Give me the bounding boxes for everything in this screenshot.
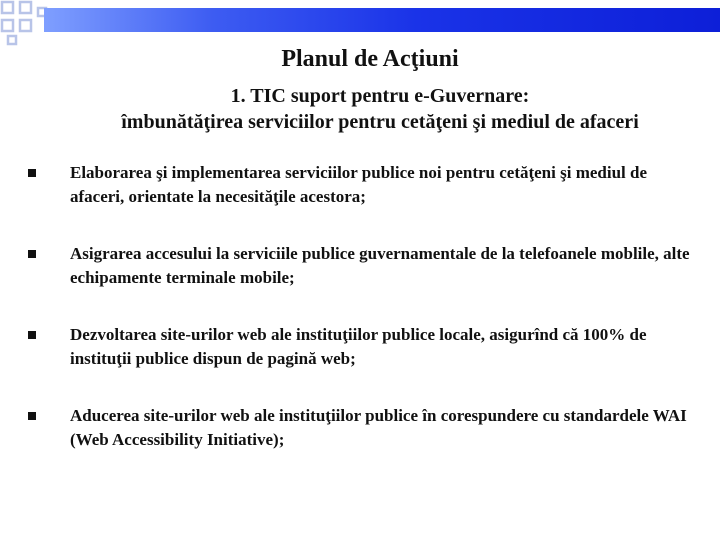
- subtitle-line-1: 1. TIC suport pentru e-Guvernare:: [230, 85, 530, 107]
- square-bullet-icon: [28, 169, 36, 177]
- list-item: [28, 161, 698, 209]
- list-item: [28, 323, 698, 371]
- title-bar: [44, 8, 720, 32]
- bullet-text: Dezvoltarea site-urilor web ale instituţiilor publice locale, asigurînd că 100% de instituţii publice dispun de pagină web;: [70, 325, 647, 368]
- bullet-list: [28, 161, 698, 485]
- bullet-text: Elaborarea şi implementarea serviciilor publice noi pentru cetăţeni şi mediul de afaceri, orientate la necesităţile acestora;: [70, 163, 648, 206]
- subtitle: [40, 83, 720, 135]
- square-bullet-icon: [28, 331, 36, 339]
- square-bullet-icon: [28, 250, 36, 258]
- bullet-text: Aducerea site-urilor web ale instituţiilor publice în corespundere cu standardele WAI (Web Accessibility Initiative);: [70, 406, 687, 449]
- bullet-text: Asigrarea accesului la serviciile publice guvernamentale de la telefoanele moblile, alte echipamente terminale mobile;: [70, 244, 690, 287]
- page-title: Planul de Acţiuni: [281, 46, 459, 72]
- square-bullet-icon: [28, 412, 36, 420]
- list-item: [28, 404, 698, 452]
- subtitle-line-2: îmbunătăţirea serviciilor pentru cetăţeni şi mediul de afaceri: [121, 111, 639, 133]
- list-item: [28, 242, 698, 290]
